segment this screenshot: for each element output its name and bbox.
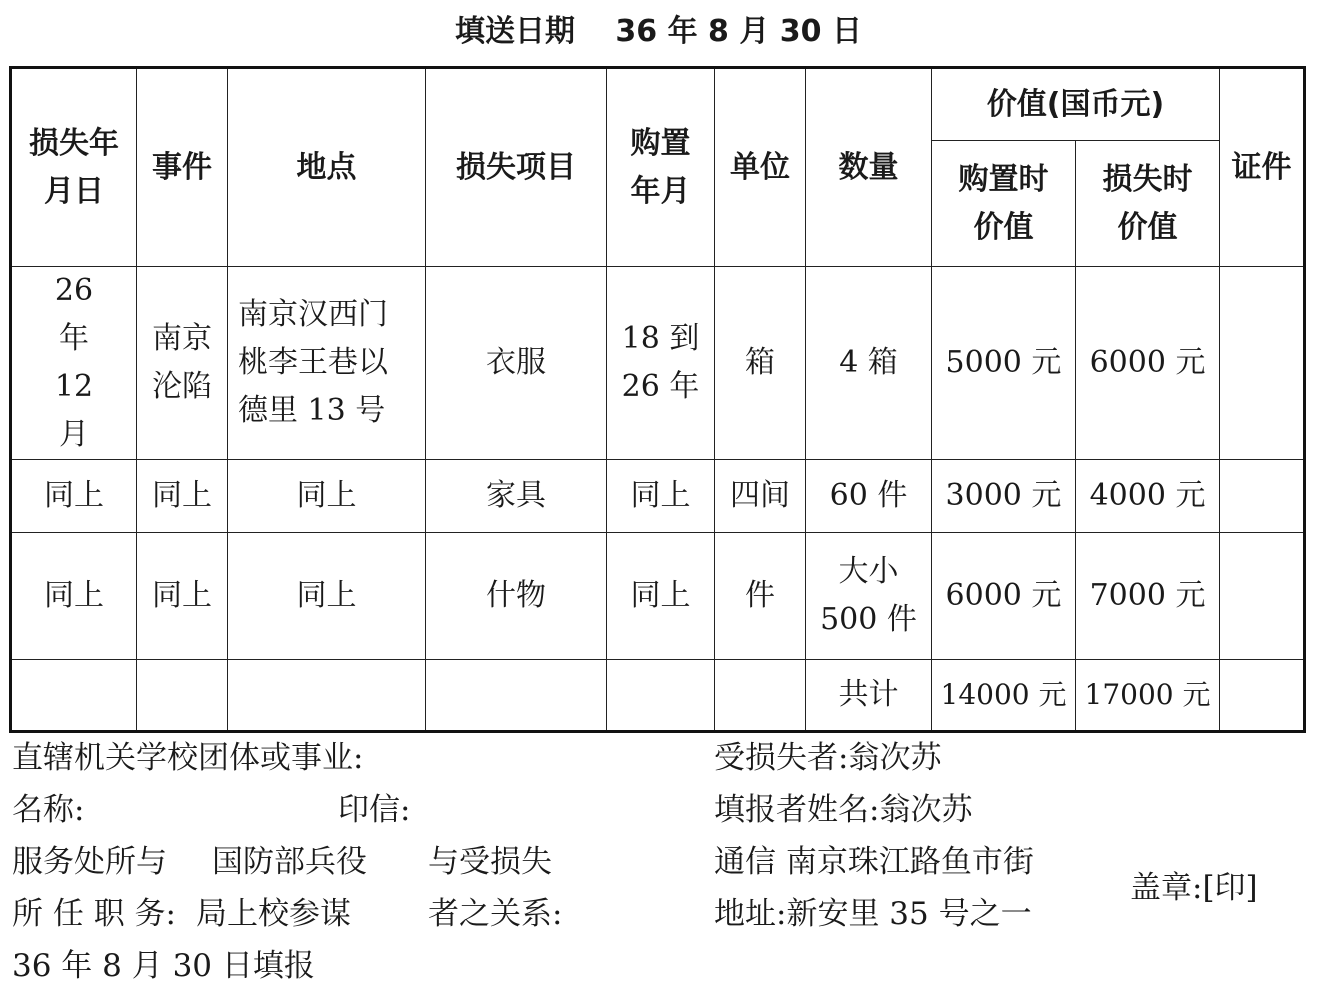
cell-event: 同上	[137, 460, 228, 533]
cell-empty	[715, 660, 806, 732]
cell-loss-item: 衣服	[426, 267, 607, 460]
cell-empty	[11, 660, 137, 732]
cell-loss-item: 什物	[426, 533, 607, 660]
stamp-label: 盖章:	[1130, 870, 1203, 906]
header-value-at-purchase: 购置时价值	[932, 141, 1076, 267]
header-unit: 单位	[715, 68, 806, 267]
cell-empty	[426, 660, 607, 732]
header-value-at-loss: 损失时价值	[1076, 141, 1220, 267]
relation-label-line2: 者之关系:	[428, 896, 563, 932]
header-location: 地点	[228, 68, 426, 267]
header-loss-date: 损失年月日	[11, 68, 137, 267]
cell-purchase-value: 3000 元	[932, 460, 1076, 533]
cell-certificate	[1220, 533, 1305, 660]
cell-purchase-value: 6000 元	[932, 533, 1076, 660]
cell-purchase-date: 18 到 26 年	[607, 267, 715, 460]
cell-purchase-date: 同上	[607, 460, 715, 533]
cell-loss-date: 26 年 12 月	[11, 267, 137, 460]
cell-loss-date: 同上	[11, 533, 137, 660]
cell-quantity: 大小 500 件	[806, 533, 932, 660]
cell-event: 南京沦陷	[137, 267, 228, 460]
cell-empty	[137, 660, 228, 732]
total-row	[11, 660, 1305, 732]
victim-label: 受损失者:	[714, 740, 849, 776]
document-title: 填送日期 36 年 8 月 30 日	[454, 14, 863, 49]
total-loss-value: 17000 元	[1076, 660, 1220, 732]
address-line-2	[714, 888, 1032, 940]
cell-loss-value: 4000 元	[1076, 460, 1220, 533]
cell-location: 同上	[228, 460, 426, 533]
header-event: 事件	[137, 68, 228, 267]
table-row	[11, 460, 1305, 533]
total-label: 共计	[806, 660, 932, 732]
cell-quantity: 4 箱	[806, 267, 932, 460]
org-label: 直辖机关学校团体或事业:	[12, 740, 364, 776]
cell-loss-item: 家具	[426, 460, 607, 533]
header-loss-item: 损失项目	[426, 68, 607, 267]
victim-value: 翁次苏	[848, 740, 942, 776]
cell-certificate	[1220, 460, 1305, 533]
relation-label-line1: 与受损失	[428, 844, 552, 880]
report-date: 36 年 8 月 30 日填报	[12, 948, 315, 984]
header-certificate: 证件	[1220, 68, 1305, 267]
reporter-value: 翁次苏	[879, 792, 973, 828]
service-label: 服务处所与	[12, 844, 167, 880]
cell-unit: 箱	[715, 267, 806, 460]
cell-location: 同上	[228, 533, 426, 660]
address-label-2: 地址:	[714, 896, 787, 932]
cell-loss-date: 同上	[11, 460, 137, 533]
table-row	[11, 533, 1305, 660]
cell-unit: 四间	[715, 460, 806, 533]
cell-empty	[228, 660, 426, 732]
loss-report-table	[9, 66, 1306, 733]
cell-empty	[1220, 660, 1305, 732]
cell-quantity: 60 件	[806, 460, 932, 533]
victim-field	[714, 732, 941, 784]
cell-loss-value: 7000 元	[1076, 533, 1220, 660]
address-line-1	[714, 836, 1034, 888]
total-purchase-value: 14000 元	[932, 660, 1076, 732]
table-row	[11, 267, 1305, 460]
stamp-field	[1130, 862, 1258, 914]
cell-certificate	[1220, 267, 1305, 460]
service-value: 国防部兵役	[212, 844, 367, 880]
reporter-label: 填报者姓名:	[714, 792, 880, 828]
header-value-group: 价值(国币元)	[932, 68, 1220, 141]
address-value-2: 新安里 35 号之一	[786, 896, 1032, 932]
position-value: 局上校参谋	[196, 896, 351, 932]
cell-loss-value: 6000 元	[1076, 267, 1220, 460]
address-label-1: 通信	[714, 844, 776, 880]
address-value-1: 南京珠江路鱼市街	[785, 844, 1034, 880]
cell-purchase-date: 同上	[607, 533, 715, 660]
seal-label: 印信:	[338, 792, 411, 828]
cell-event: 同上	[137, 533, 228, 660]
cell-unit: 件	[715, 533, 806, 660]
cell-purchase-value: 5000 元	[932, 267, 1076, 460]
name-label: 名称:	[12, 792, 85, 828]
stamp-value: [印]	[1202, 870, 1258, 906]
cell-empty	[607, 660, 715, 732]
position-label: 所 任 职 务:	[12, 896, 177, 932]
header-purchase-date: 购置年月	[607, 68, 715, 267]
header-quantity: 数量	[806, 68, 932, 267]
reporter-field	[714, 784, 972, 836]
cell-location: 南京汉西门桃李王巷以德里 13 号	[228, 267, 426, 460]
